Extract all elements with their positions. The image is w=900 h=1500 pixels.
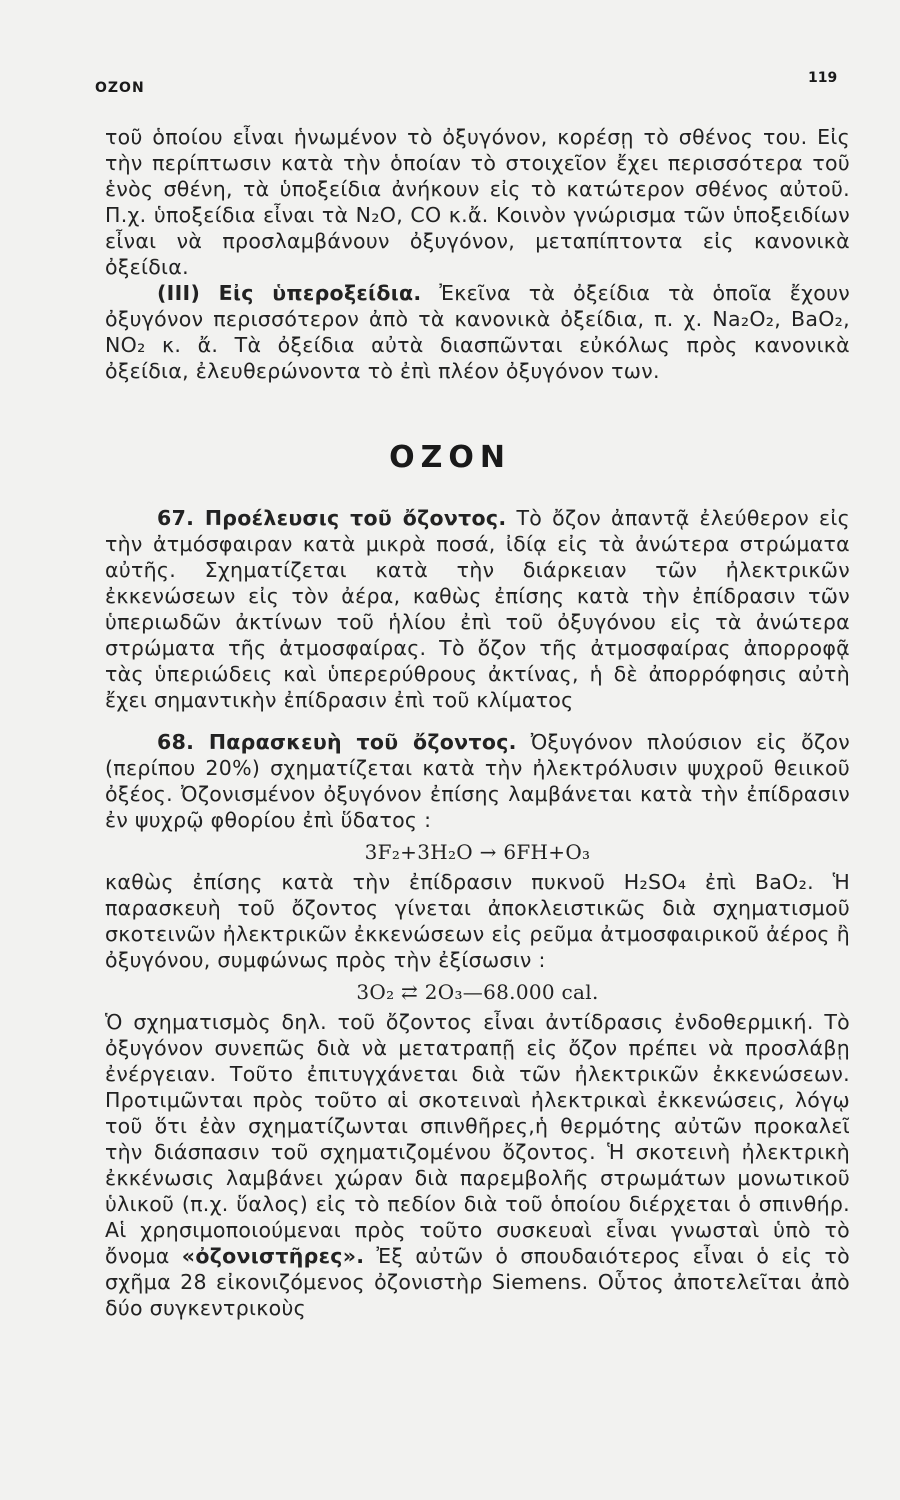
- intro-paragraph-1: τοῦ ὁποίου εἶναι ἡνωμένον τὸ ὀξυγόνον, κορέσῃ τὸ σθένος του. Εἰς τὴν περίπτωσιν κατὰ τὴν ὁποίαν τὸ στοιχεῖον ἔχει περισσότερα τοῦ ἑνὸς σθένη, τὰ ὑποξείδια ἀνήκουν εἰς τὸ κατώτερον σθένος αὐτοῦ. Π.χ. ὑποξείδια εἶναι τὰ N₂O, CO κ.ἄ. Κοινὸν γνώρισμα τῶν ὑποξειδίων εἶναι νὰ προσλαμβάνουν ὀξυγόνον, μεταπίπτοντα εἰς κανονικὰ ὀξείδια.: [105, 125, 850, 279]
- intro-paragraph-2: [105, 280, 850, 384]
- paragraph-68-final: [105, 1009, 850, 1321]
- hyperoxides-text: Ἐκεῖνα τὰ ὀξείδια τὰ ὁποῖα ἔχουν ὀξυγόνον περισσότερον ἀπὸ τὰ κανονικὰ ὀξείδια, π. χ. Na₂O₂, BaO₂, NO₂ κ. ἄ. Τὰ ὀξείδια αὐτὰ διασπῶνται εὐκόλως πρὸς κανονικὰ ὀξείδια, ἐλευθερώνοντα τὸ ἐπὶ πλέον ὀξυγόνον των.: [105, 281, 850, 383]
- intro-text: [105, 124, 850, 384]
- section-heading: OZON: [389, 440, 511, 475]
- paragraph-68-final-text-a: Ὁ σχηματισμὸς δηλ. τοῦ ὄζοντος εἶναι ἀντίδρασις ἐνδοθερμική. Τὸ ὀξυγόνον συνεπῶς διὰ νὰ μετατραπῇ εἰς ὄζον πρέπει νὰ προσλάβῃ ἐνέργειαν. Τοῦτο ἐπιτυγχάνεται διὰ τῶν ἠλεκτρικῶν ἐκκενώσεων. Προτιμῶνται πρὸς τοῦτο αἱ σκοτειναὶ ἠλεκτρικαὶ ἐκκενώσεις, λόγῳ τοῦ ὅτι ἐὰν σχηματίζωνται σπινθῆρες,ἡ θερμότης αὐτῶν προκαλεῖ τὴν διάσπασιν τοῦ σχηματιζομένου ὄζοντος. Ἡ σκοτεινὴ ἠλεκτρικὴ ἐκκένωσις λαμβάνει χώραν διὰ παρεμβολῆς στρωμάτων μονωτικοῦ ὑλικοῦ (π.χ. ὕαλος) εἰς τὸ πεδίον διὰ τοῦ ὁποίου διέρχεται ὁ σπινθήρ. Αἱ χρησιμοποιούμεναι πρὸς τοῦτο συσκευαὶ εἶναι γνωσταὶ ὑπὸ τὸ ὄνομα: [105, 1010, 850, 1268]
- running-title: OZON: [95, 80, 145, 96]
- paragraph-67: [105, 505, 850, 713]
- paragraph-68-text: Ὀξυγόνον πλούσιον εἰς ὄζον (περίπου 20%) σχηματίζεται κατὰ τὴν ἠλεκτρόλυσιν ψυχροῦ θειικοῦ ὀξέος. Ὀζονισμένον ὀξυγόνον ἐπίσης λαμβάνεται κατὰ τὴν ἐπίδρασιν ἐν ψυχρῷ φθορίου ἐπὶ ὕδατος :: [105, 730, 850, 832]
- page-number: 119: [808, 70, 838, 86]
- paragraph-67-heading: 67. Προέλευσις τοῦ ὄζοντος.: [157, 506, 507, 530]
- paragraph-68-continued: καθὼς ἐπίσης κατὰ τὴν ἐπίδρασιν πυκνοῦ H₂SO₄ ἐπὶ BaO₂. Ἡ παρασκευὴ τοῦ ὄζοντος γίνεται ἀποκλειστικῶς διὰ σχηματισμοῦ σκοτεινῶν ἠλεκτρικῶν ἐκκενώσεων εἰς ρεῦμα ἀτμοσφαιρικοῦ ἀέρος ἢ ὀξυγόνου, συμφώνως πρὸς τὴν ἐξίσωσιν :: [105, 870, 850, 972]
- paragraph-68-final-text-b: Ἐξ αὐτῶν ὁ σπουδαιότερος εἶναι ὁ εἰς τὸ σχῆμα 28 εἰκονιζόμενος ὀζονιστὴρ Siemens. Οὗτος ἀποτελεῖται ἀπὸ δύο συγκεντρικοὺς: [105, 1244, 850, 1320]
- paragraph-68: [105, 729, 850, 833]
- paragraph-67-text: Τὸ ὄζον ἀπαντᾷ ἐλεύθερον εἰς τὴν ἀτμόσφαιραν κατὰ μικρὰ ποσά, ἰδίᾳ εἰς τὰ ἀνώτερα στρώματα αὐτῆς. Σχηματίζεται κατὰ τὴν διάρκειαν τῶν ἠλεκτρικῶν ἐκκενώσεων εἰς τὸν ἀέρα, καθὼς ἐπίσης κατὰ τὴν ἐπίδρασιν τῶν ὑπεριωδῶν ἀκτίνων τοῦ ἡλίου ἐπὶ τοῦ ὀξυγόνου εἰς τὰ ἀνώτερα στρώματα τῆς ἀτμοσφαίρας. Τὸ ὄζον τῆς ἀτμοσφαίρας ἀπορροφᾷ τὰς ὑπεριώδεις καὶ ὑπερερύθρους ἀκτίνας, ἡ δὲ ἀπορρόφησις αὐτὴ ἔχει σημαντικὴν ἐπίδρασιν ἐπὶ τοῦ κλίματος: [105, 506, 850, 712]
- body-text: [105, 505, 850, 1321]
- ozonizers-term: «ὀζονιστῆρες».: [181, 1244, 365, 1268]
- paragraph-68-heading: 68. Παρασκευὴ τοῦ ὄζοντος.: [157, 730, 517, 754]
- hyperoxides-heading: (III) Εἰς ὑπεροξείδια.: [157, 281, 422, 305]
- equation-ozone: 3O₂ ⇄ 2O₃—68.000 cal.: [356, 980, 599, 1004]
- equation-fluorine: 3F₂+3H₂O → 6FH+O₃: [364, 840, 591, 864]
